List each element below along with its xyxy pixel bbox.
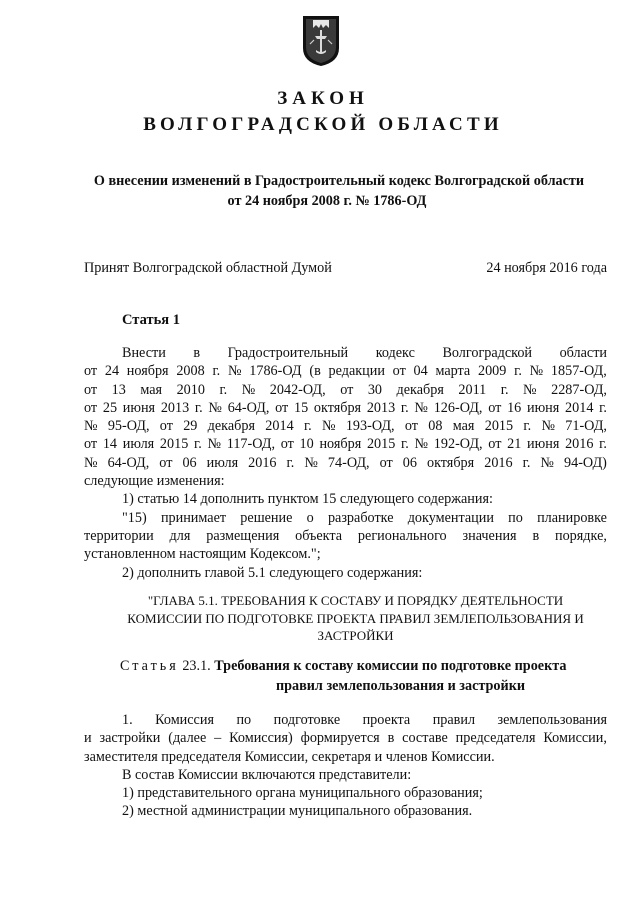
word: 64-ОД,	[107, 454, 150, 471]
clause-1	[84, 711, 607, 821]
word: решение	[240, 509, 293, 526]
word: 2016	[565, 436, 594, 453]
law-subject-line1: О внесении изменений в Градостроительный кодекс Волгоградской области	[93, 173, 585, 189]
word: 25	[102, 399, 118, 416]
word: 2013	[160, 399, 190, 416]
item-1: 1) статью 14 дополнить пунктом 15 следующего содержания:	[122, 491, 493, 508]
law-subject-line2: от 24 ноября 2008 г. № 1786-ОД	[227, 193, 427, 209]
word: декабря	[207, 418, 255, 435]
word: 193-ОД,	[345, 418, 395, 435]
word: 2010	[176, 381, 205, 398]
word: объекта	[295, 527, 343, 544]
word: о	[306, 509, 314, 526]
adopted-by: Принят Волгоградской областной Думой	[84, 260, 332, 276]
word: территории	[84, 527, 154, 544]
word: 2008	[176, 363, 205, 380]
word: г.	[286, 454, 295, 471]
word: по	[508, 509, 523, 526]
word: декабря	[396, 381, 444, 398]
clause-1-line	[84, 711, 607, 729]
word: 29	[183, 418, 198, 435]
word: 08	[428, 418, 443, 435]
word: проекта	[362, 712, 411, 728]
article-1-line	[84, 362, 607, 380]
word: "15)	[122, 509, 147, 526]
article-1-line: следующие изменения:	[84, 473, 225, 490]
word: для	[169, 527, 191, 544]
word: №	[241, 381, 256, 398]
article-1-line	[84, 344, 607, 362]
word: г.	[194, 436, 202, 453]
word: июня	[526, 399, 560, 416]
word: председателя	[455, 730, 536, 747]
word: 24	[104, 363, 120, 380]
word: 06	[402, 454, 417, 471]
word: 16	[507, 399, 522, 416]
word: Градостроительный	[227, 345, 349, 361]
article-1-line	[84, 417, 607, 435]
volgograd-coat-of-arms-icon	[301, 14, 341, 68]
word: 2015	[366, 436, 396, 453]
word: (далее	[168, 730, 207, 747]
word: июля	[122, 436, 155, 453]
word: от	[84, 399, 98, 416]
word: от	[84, 363, 98, 380]
word: №	[84, 454, 98, 471]
word: Комиссия)	[229, 730, 293, 747]
word: 06	[182, 454, 197, 471]
word: 2016	[248, 454, 277, 471]
word: в	[532, 527, 540, 544]
word: 2015	[159, 436, 189, 453]
chapter-5-1-heading	[84, 592, 607, 645]
word: 126-ОД,	[433, 399, 483, 416]
article-number: 23.1.	[182, 658, 211, 674]
word: от	[379, 454, 393, 471]
word: застройки	[99, 730, 161, 747]
word: от	[84, 381, 98, 398]
chapter-heading-line: "ГЛАВА 5.1. ТРЕБОВАНИЯ К СОСТАВУ И ПОРЯДКУ ДЕЯТЕЛЬНОСТИ	[147, 593, 564, 608]
word: разработке	[327, 509, 394, 526]
word: 15	[293, 399, 309, 416]
article-1-line	[84, 399, 607, 417]
representative-2: 2) местной администрации муниципального образования.	[122, 803, 473, 820]
word: от	[280, 436, 294, 453]
word: г.	[522, 454, 531, 471]
word: 2014	[565, 399, 594, 416]
word: от	[488, 399, 502, 416]
word: г.	[401, 436, 409, 453]
article-1-line	[84, 435, 607, 453]
item-2: 2) дополнить главой 5.1 следующего содержания:	[122, 564, 423, 581]
word: 117-ОД,	[226, 436, 275, 453]
region-title: ВОЛГОГРАДСКОЙ ОБЛАСТИ	[143, 114, 503, 135]
article-title-line1: Требования к составу комиссии по подготовке проекта	[214, 658, 567, 674]
word: в	[387, 730, 395, 747]
word: правил	[432, 712, 476, 728]
word: 64-ОД,	[227, 399, 270, 416]
word: принимает	[160, 509, 227, 526]
word: ноября	[319, 436, 362, 453]
word: 74-ОД,	[327, 454, 370, 471]
word: мая	[140, 381, 163, 398]
word: документации	[407, 509, 494, 526]
word: №	[414, 436, 429, 453]
word: 2014	[265, 418, 294, 435]
word: значения	[462, 527, 517, 544]
word: 1786-ОД	[249, 363, 302, 380]
word: составе	[402, 730, 448, 747]
word: 13	[111, 381, 126, 398]
word: г.	[599, 436, 607, 453]
word: мая	[452, 418, 475, 435]
word: 30	[367, 381, 382, 398]
word: от	[84, 436, 98, 453]
chapter-heading-line: ЗАСТРОЙКИ	[317, 628, 394, 643]
word: №	[304, 454, 318, 471]
word: 21	[507, 436, 522, 453]
word: марта	[435, 363, 471, 380]
word: формируется	[300, 730, 380, 747]
word: планировке	[537, 509, 607, 526]
word: редакции	[328, 363, 385, 380]
word: 2016	[484, 454, 513, 471]
word: от	[159, 454, 173, 471]
word: подготовке	[273, 712, 341, 728]
word: г.	[194, 399, 203, 416]
word: 95-ОД,	[107, 418, 150, 435]
word: г.	[400, 399, 409, 416]
article-label: Статья	[120, 658, 179, 674]
word: Комиссии,	[543, 730, 607, 747]
word: г.	[500, 381, 509, 398]
word: области	[559, 345, 607, 361]
word: 1.	[122, 712, 133, 728]
word: –	[214, 730, 222, 747]
quote-line	[84, 527, 607, 545]
word: июля	[206, 454, 239, 471]
word: от	[392, 363, 406, 380]
article-1-line	[84, 454, 607, 472]
article-23-1-heading	[84, 656, 607, 696]
word: в	[193, 345, 201, 361]
word: размещения	[206, 527, 280, 544]
word: №	[208, 399, 222, 416]
word: от	[340, 381, 354, 398]
word: №	[207, 436, 222, 453]
word: октября	[427, 454, 475, 471]
word: 2042-ОД,	[269, 381, 326, 398]
word: июня	[122, 399, 156, 416]
word: №	[321, 418, 336, 435]
word: 71-ОД,	[565, 418, 607, 435]
article-1-heading: Статья 1	[122, 312, 180, 328]
word: 1857-ОД,	[550, 363, 607, 380]
composition-line: В состав Комиссии включаются представители:	[122, 766, 412, 783]
word: 94-ОД)	[564, 454, 607, 471]
representative-1: 1) представительного органа муниципального образования;	[122, 785, 483, 802]
law-title: ЗАКОН	[277, 88, 369, 109]
word: г.	[303, 418, 312, 435]
word: землепользования	[497, 712, 607, 728]
word: июня	[527, 436, 560, 453]
word: ноября	[126, 363, 169, 380]
word: порядке,	[555, 527, 607, 544]
word: 2013	[366, 399, 396, 416]
quote-line	[84, 509, 607, 527]
article-title-line2: правил землепользования и застройки	[275, 678, 526, 694]
word: 2009	[477, 363, 507, 380]
word: от	[275, 399, 289, 416]
word: Внести	[122, 345, 166, 361]
adopted-date: 24 ноября 2016 года	[486, 260, 607, 276]
word: кодекс	[375, 345, 415, 361]
word: октября	[313, 399, 362, 416]
word: регионального	[357, 527, 447, 544]
article-1-line	[84, 381, 607, 399]
word: г.	[523, 418, 532, 435]
clause-1-line: заместителя председателя Комиссии, секретаря и членов Комиссии.	[84, 748, 495, 765]
word: №	[414, 399, 428, 416]
chapter-heading-line: КОМИССИИ ПО ПОДГОТОВКЕ ПРОЕКТА ПРАВИЛ ЗЕМЛЕПОЛЬЗОВАНИЯ И	[127, 610, 584, 626]
word: и	[84, 730, 92, 747]
word: 14	[102, 436, 118, 453]
word: от	[159, 418, 173, 435]
clause-1-line	[84, 729, 607, 747]
article-1-body	[84, 344, 607, 582]
word: г.	[514, 363, 522, 380]
word: №	[227, 363, 242, 380]
word: 2011	[458, 381, 487, 398]
word: Комиссия	[155, 712, 214, 728]
word: 04	[413, 363, 428, 380]
word: (в	[309, 363, 321, 380]
word: №	[523, 381, 537, 398]
quote-line: установленном настоящим Кодексом.";	[84, 546, 321, 563]
word: №	[529, 363, 544, 380]
word: г.	[219, 381, 228, 398]
word: №	[541, 418, 555, 435]
word: 2015	[484, 418, 514, 435]
word: Волгоградской	[442, 345, 533, 361]
word: №	[540, 454, 554, 471]
word: 10	[299, 436, 314, 453]
word: г.	[212, 363, 221, 380]
word: 2287-ОД,	[551, 381, 607, 398]
word: №	[84, 418, 98, 435]
word: г.	[599, 399, 607, 416]
word: по	[236, 712, 252, 728]
word: от	[488, 436, 502, 453]
word: от	[404, 418, 418, 435]
word: 192-ОД,	[433, 436, 483, 453]
